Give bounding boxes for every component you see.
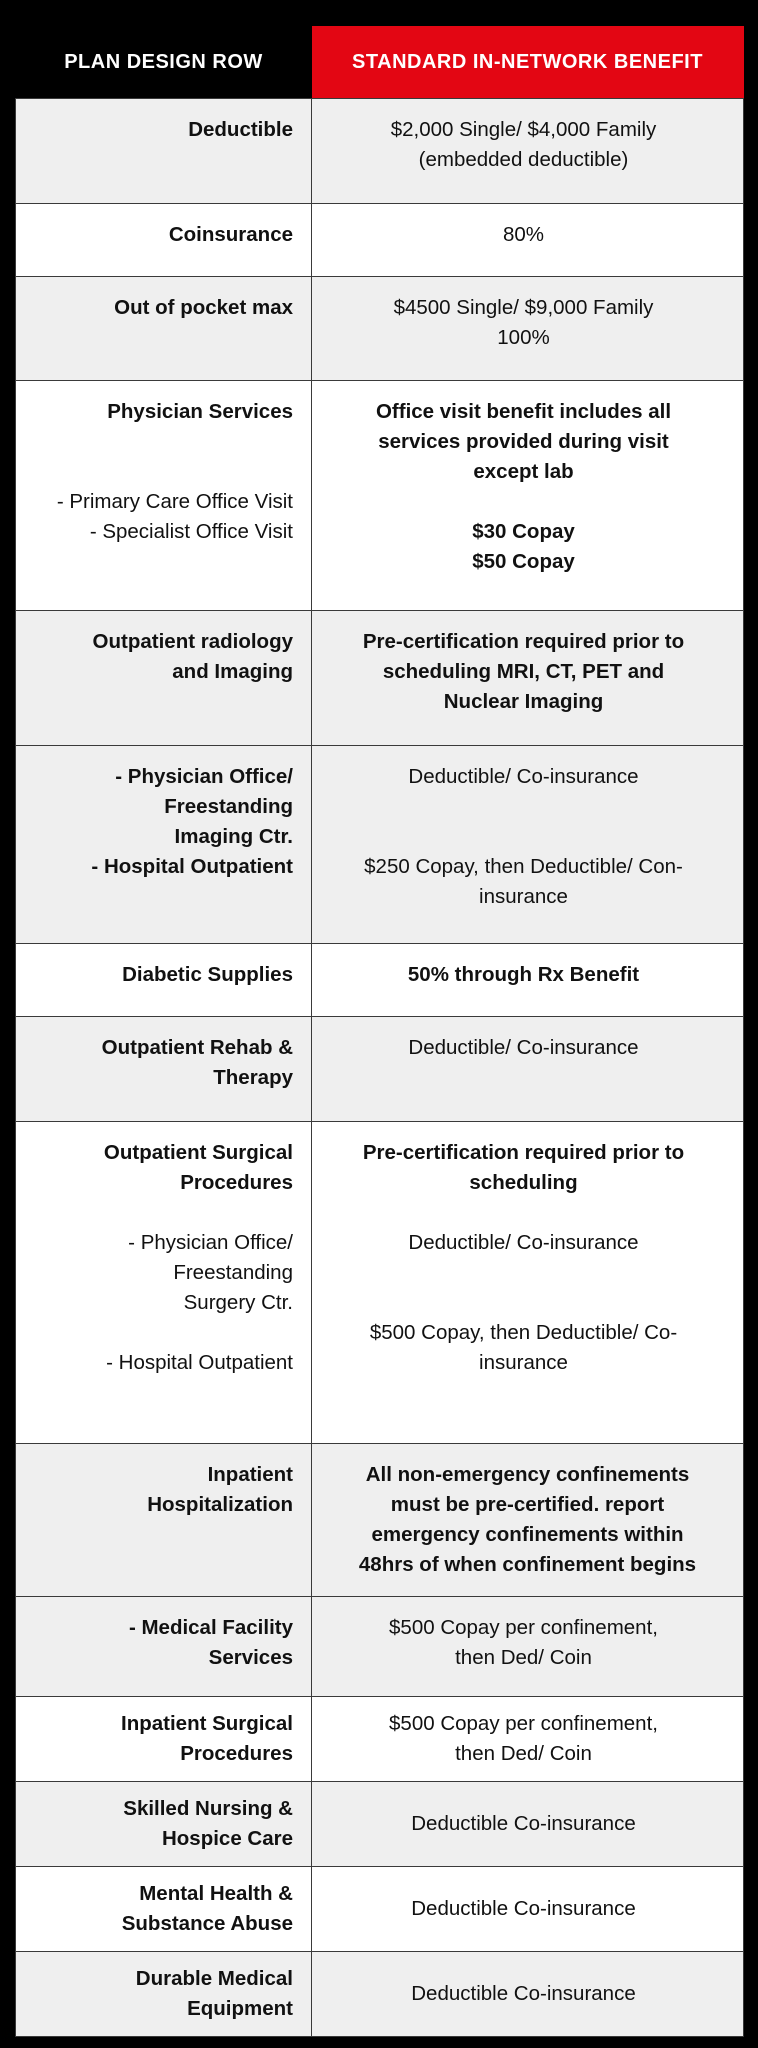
row-inpatient-hospitalization	[16, 1444, 744, 1597]
dme-label: Durable Medical Equipment	[16, 1952, 312, 2037]
deductible-label: Deductible	[16, 99, 312, 204]
rehab-label: Outpatient Rehab & Therapy	[16, 1017, 312, 1122]
physician-label: Physician Services - Primary Care Office Visit - Specialist Office Visit	[16, 381, 312, 611]
oop-value: $4500 Single/ $9,000 Family 100%	[312, 277, 744, 381]
row-outpatient-rehab	[16, 1017, 744, 1122]
radiology-value: Pre-certification required prior to scheduling MRI, CT, PET and Nuclear Imaging	[312, 611, 744, 746]
row-durable-medical-equipment	[16, 1952, 744, 2037]
mental-value: Deductible Co-insurance	[312, 1867, 744, 1952]
row-skilled-nursing	[16, 1782, 744, 1867]
row-physician-services	[16, 381, 744, 611]
benefits-table	[15, 26, 744, 2037]
specialist-visit-label: - Specialist Office Visit	[89, 520, 293, 543]
row-mental-health	[16, 1867, 744, 1952]
primary-care-visit-label: - Primary Care Office Visit	[56, 490, 293, 513]
facility-label: - Medical Facility Services	[16, 1597, 312, 1697]
row-out-of-pocket-max	[16, 277, 744, 381]
oop-label: Out of pocket max	[16, 277, 312, 381]
mental-label: Mental Health & Substance Abuse	[16, 1867, 312, 1952]
row-radiology-locations	[16, 746, 744, 944]
radiology-locations-label: - Physician Office/ Freestanding Imaging Ctr. - Hospital Outpatient	[16, 746, 312, 944]
inpatient-value: All non-emergency confinements must be pre-certified. report emergency confinements within 48hrs of when confinement begins	[312, 1444, 744, 1597]
physician-value: Office visit benefit includes all services provided during visit except lab $30 Copay $50 Copay	[312, 381, 744, 611]
row-coinsurance	[16, 204, 744, 277]
row-diabetic-supplies	[16, 944, 744, 1017]
coinsurance-value: 80%	[312, 204, 744, 277]
deductible-value: $2,000 Single/ $4,000 Family (embedded deductible)	[312, 99, 744, 204]
surgical-value: Pre-certification required prior to scheduling Deductible/ Co-insurance $500 Copay, then Deductible/ Co- insurance	[312, 1122, 744, 1444]
diabetic-label: Diabetic Supplies	[16, 944, 312, 1017]
coinsurance-label: Coinsurance	[16, 204, 312, 277]
row-outpatient-surgical	[16, 1122, 744, 1444]
radiology-locations-value: Deductible/ Co-insurance $250 Copay, then Deductible/ Con- insurance	[312, 746, 744, 944]
row-deductible	[16, 99, 744, 204]
nursing-label: Skilled Nursing & Hospice Care	[16, 1782, 312, 1867]
diabetic-value: 50% through Rx Benefit	[312, 944, 744, 1017]
facility-value: $500 Copay per confinement, then Ded/ Coin	[312, 1597, 744, 1697]
surgical-label: Outpatient Surgical Procedures - Physician Office/ Freestanding Surgery Ctr. - Hospital Outpatient	[16, 1122, 312, 1444]
primary-care-copay: $30 Copay	[472, 520, 575, 543]
specialist-copay: $50 Copay	[472, 550, 575, 573]
row-inpatient-surgical	[16, 1697, 744, 1782]
radiology-label: Outpatient radiology and Imaging	[16, 611, 312, 746]
inpatient-label: Inpatient Hospitalization	[16, 1444, 312, 1597]
inpatient-surgical-label: Inpatient Surgical Procedures	[16, 1697, 312, 1782]
rehab-value: Deductible/ Co-insurance	[312, 1017, 744, 1122]
row-outpatient-radiology	[16, 611, 744, 746]
dme-value: Deductible Co-insurance	[312, 1952, 744, 2037]
nursing-value: Deductible Co-insurance	[312, 1782, 744, 1867]
row-medical-facility	[16, 1597, 744, 1697]
inpatient-surgical-value: $500 Copay per confinement, then Ded/ Coin	[312, 1697, 744, 1782]
header-plan-design-row: PLAN DESIGN ROW	[16, 26, 312, 99]
table-header-row	[16, 26, 744, 99]
header-standard-in-network-benefit: STANDARD IN-NETWORK BENEFIT	[312, 26, 744, 99]
